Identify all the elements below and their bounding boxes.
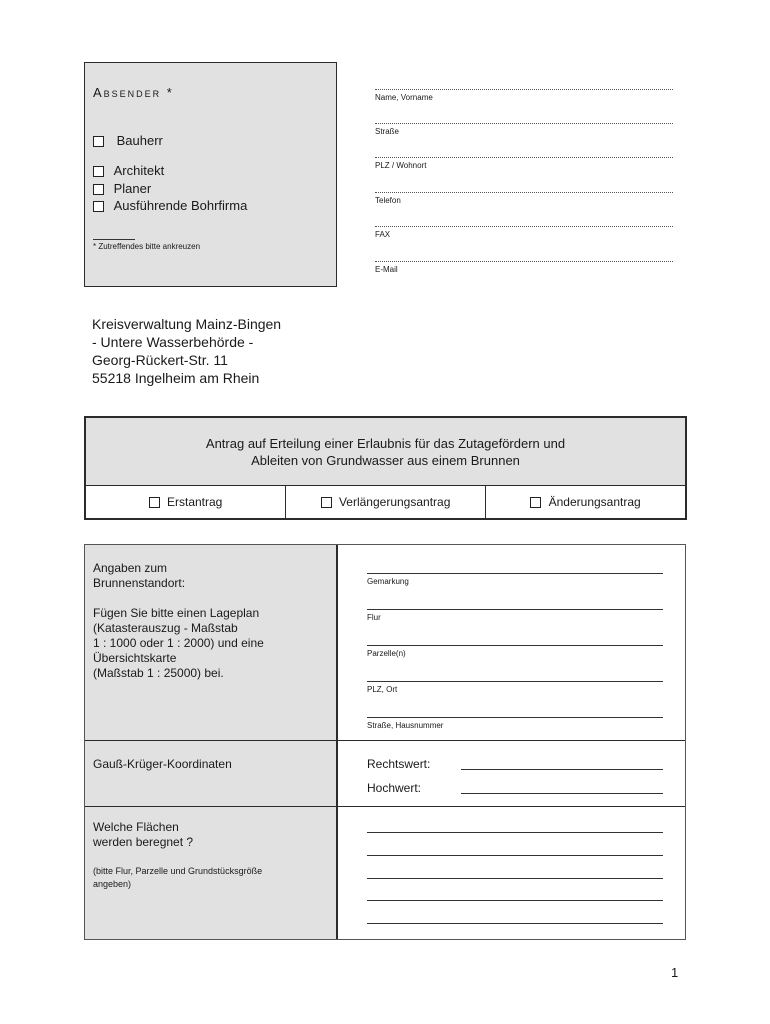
sender-box <box>84 62 337 287</box>
page-number: 1 <box>671 965 679 980</box>
strasse-line[interactable] <box>367 717 663 718</box>
sender-option-planer[interactable] <box>93 181 151 196</box>
details-table <box>84 544 686 940</box>
rechtswert-line[interactable] <box>461 769 663 770</box>
application-title <box>86 418 685 486</box>
irrigation-line[interactable] <box>367 900 663 901</box>
location-note-line: (Katasterauszug - Maßstab <box>93 621 238 635</box>
irrigation-line[interactable] <box>367 832 663 833</box>
plz-ort-line[interactable] <box>367 681 663 682</box>
irrigation-line[interactable] <box>367 855 663 856</box>
application-type-first[interactable] <box>86 486 286 518</box>
checkbox-verlaengerung[interactable] <box>321 497 332 508</box>
sender-footnote: * Zutreffendes bitte ankreuzen <box>93 242 201 251</box>
irrigation-note <box>93 865 262 891</box>
option-label: Bauherr <box>116 133 163 148</box>
sender-option-architekt[interactable] <box>93 163 164 178</box>
checkbox-architekt[interactable] <box>93 166 104 177</box>
location-note-line: 1 : 1000 oder 1 : 2000) und eine <box>93 636 264 650</box>
parzelle-label: Parzelle(n) <box>367 649 406 658</box>
name-label: Name, Vorname <box>375 93 433 102</box>
row-divider <box>85 740 685 741</box>
irrigation-note-line: (bitte Flur, Parzelle und Grundstücksgröße <box>93 866 263 876</box>
plz-ort-label: PLZ, Ort <box>367 685 398 694</box>
checkbox-aenderung[interactable] <box>530 497 541 508</box>
type-label: Änderungsantrag <box>548 495 641 509</box>
gemarkung-label: Gemarkung <box>367 577 409 586</box>
location-note-line: Übersichtskarte <box>93 651 177 665</box>
street-label: Straße <box>375 127 400 136</box>
option-label: Ausführende Bohrfirma <box>113 198 248 213</box>
phone-line[interactable] <box>375 192 673 193</box>
fax-label: FAX <box>375 230 391 239</box>
irrigation-heading <box>93 820 193 850</box>
application-title-line: Ableiten von Grundwasser aus einem Brunnen <box>251 453 520 468</box>
checkbox-planer[interactable] <box>93 184 104 195</box>
location-heading-line: Brunnenstandort: <box>93 576 186 590</box>
checkbox-erstantrag[interactable] <box>149 497 160 508</box>
location-note-line: Fügen Sie bitte einen Lageplan <box>93 606 260 620</box>
address-line: Georg-Rückert-Str. 11 <box>92 352 228 368</box>
application-box <box>84 416 687 520</box>
type-label: Verlängerungsantrag <box>338 495 451 509</box>
email-line[interactable] <box>375 261 673 262</box>
gemarkung-line[interactable] <box>367 573 663 574</box>
rechtswert-label: Rechtswert: <box>367 757 431 771</box>
type-label: Erstantrag <box>166 495 223 509</box>
application-type-extension[interactable] <box>286 486 486 518</box>
hochwert-label: Hochwert: <box>367 781 422 795</box>
irrigation-note-line: angeben) <box>93 879 132 889</box>
coords-heading: Gauß-Krüger-Koordinaten <box>93 757 232 771</box>
strasse-label: Straße, Hausnummer <box>367 721 444 730</box>
sender-option-bohrfirma[interactable] <box>93 198 247 213</box>
irrigation-line[interactable] <box>367 923 663 924</box>
irrigation-line[interactable] <box>367 878 663 879</box>
checkbox-bauherr[interactable] <box>93 136 104 147</box>
row-divider <box>85 806 685 807</box>
address-line: 55218 Ingelheim am Rhein <box>92 370 260 386</box>
fax-line[interactable] <box>375 226 673 227</box>
application-title-line: Antrag auf Erteilung einer Erlaubnis für das Zutagefördern und <box>205 436 566 451</box>
sender-option-bauherr[interactable] <box>93 133 163 148</box>
footnote-divider <box>93 239 135 240</box>
street-line[interactable] <box>375 123 673 124</box>
irrigation-heading-line: Welche Flächen <box>93 820 179 834</box>
application-type-change[interactable] <box>486 486 685 518</box>
location-note <box>93 606 264 681</box>
location-heading <box>93 561 185 591</box>
flur-label: Flur <box>367 613 381 622</box>
name-line[interactable] <box>375 89 673 90</box>
parzelle-line[interactable] <box>367 645 663 646</box>
option-label: Architekt <box>113 163 165 178</box>
email-label: E-Mail <box>375 265 398 274</box>
location-note-line: (Maßstab 1 : 25000) bei. <box>93 666 224 680</box>
recipient-address <box>92 315 281 387</box>
irrigation-heading-line: werden beregnet ? <box>93 835 194 849</box>
zip-city-line[interactable] <box>375 157 673 158</box>
address-line: - Untere Wasserbehörde - <box>92 334 254 350</box>
location-heading-line: Angaben zum <box>93 561 168 575</box>
sender-title: Absender * <box>93 85 174 100</box>
flur-line[interactable] <box>367 609 663 610</box>
zip-city-label: PLZ / Wohnort <box>375 161 427 170</box>
address-line: Kreisverwaltung Mainz-Bingen <box>92 316 282 332</box>
checkbox-bohrfirma[interactable] <box>93 201 104 212</box>
hochwert-line[interactable] <box>461 793 663 794</box>
phone-label: Telefon <box>375 196 401 205</box>
option-label: Planer <box>113 181 152 196</box>
